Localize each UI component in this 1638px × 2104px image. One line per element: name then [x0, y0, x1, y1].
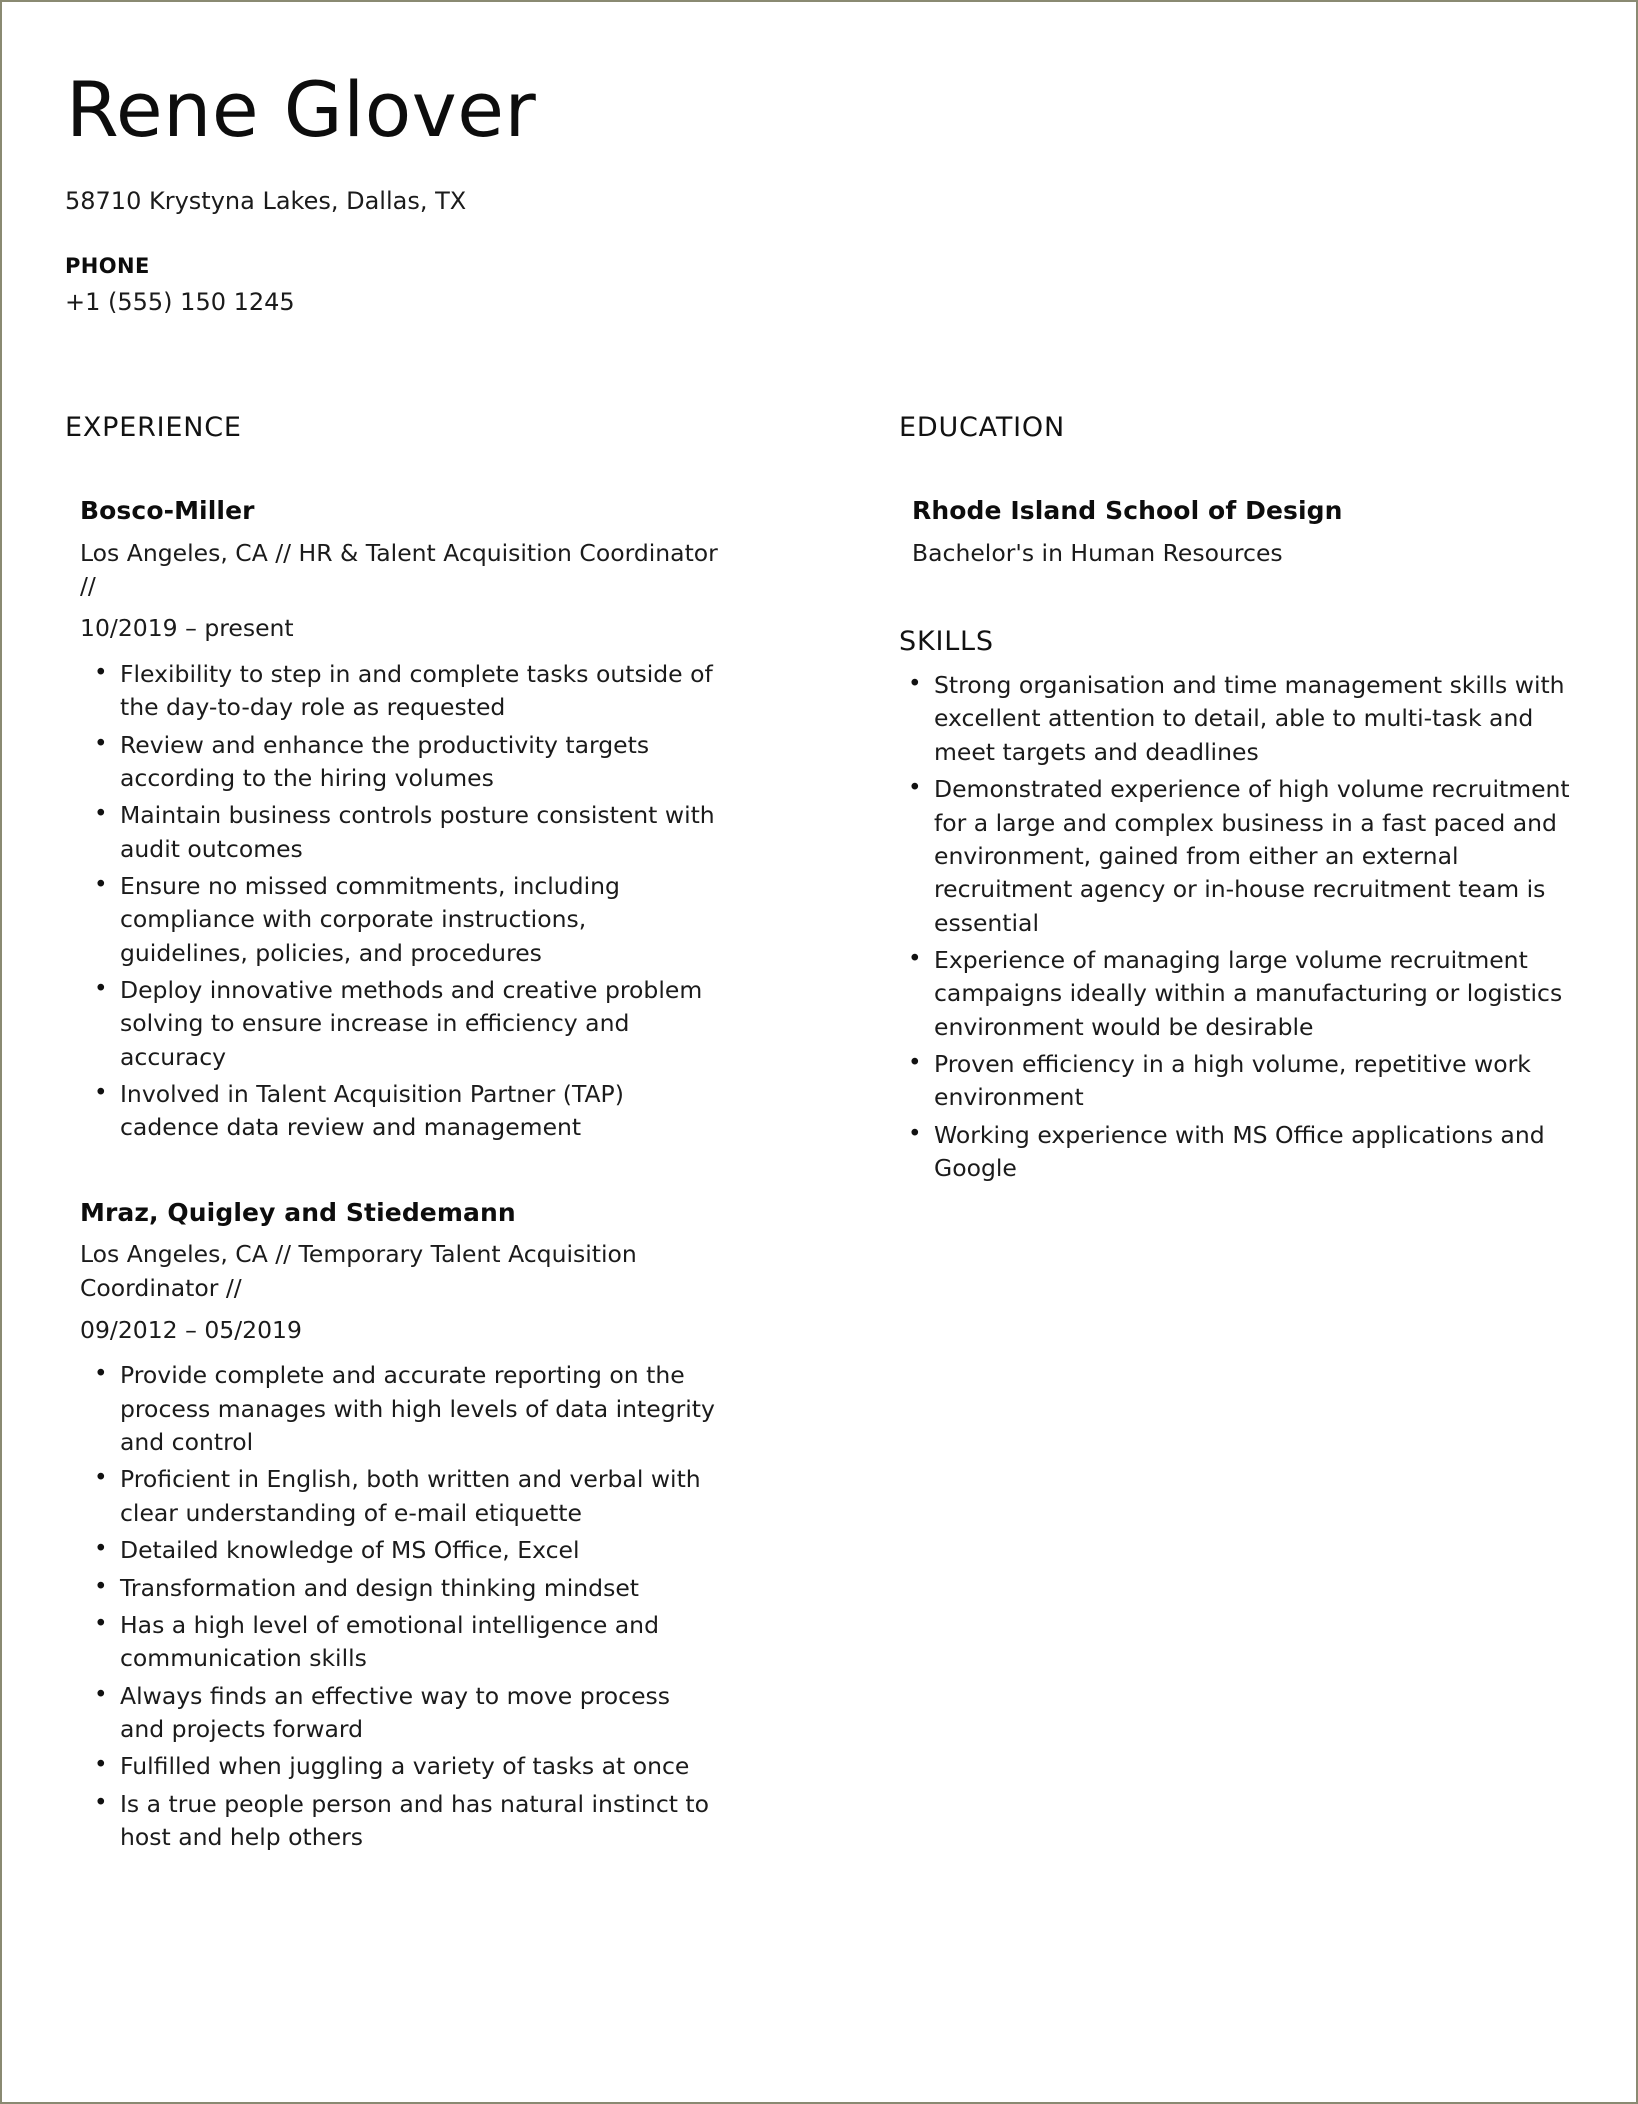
education-entry: [894, 495, 1580, 570]
list-item: • Flexibility to step in and complete tasks outside of the day-to-day role as requested: [80, 658, 720, 725]
list-item: • Proven efficiency in a high volume, repetitive work environment: [894, 1048, 1574, 1115]
list-item: • Working experience with MS Office applications and Google: [894, 1119, 1574, 1186]
list-item: • Provide complete and accurate reporting on the process manages with high levels of data integrity and control: [80, 1359, 720, 1459]
section-title-skills: SKILLS: [899, 626, 994, 658]
employment-dates: 09/2012 – 05/2019: [80, 1316, 302, 1345]
experience-column: [58, 412, 848, 1854]
phone-label: PHONE: [65, 253, 150, 278]
list-item: • Fulfilled when juggling a variety of tasks at once: [80, 1750, 720, 1783]
list-item: • Strong organisation and time management skills with excellent attention to detail, able to multi-task and meet targets and deadlines: [894, 669, 1574, 769]
experience-entry: [58, 495, 848, 1145]
employer-meta: Los Angeles, CA // HR & Talent Acquisition Coordinator //: [80, 538, 718, 601]
experience-bullets: [80, 1359, 848, 1854]
section-title-experience: EXPERIENCE: [65, 412, 242, 444]
list-item: • Is a true people person and has natural instinct to host and help others: [80, 1788, 720, 1855]
candidate-name: Rene Glover: [66, 65, 537, 154]
list-item: • Experience of managing large volume recruitment campaigns ideally within a manufacturing or logistics environment would be desirable: [894, 944, 1574, 1044]
list-item: • Detailed knowledge of MS Office, Excel: [80, 1534, 720, 1567]
employer-name: Bosco-Miller: [80, 496, 255, 526]
section-title-education: EDUCATION: [899, 412, 1065, 444]
list-item: • Has a high level of emotional intelligence and communication skills: [80, 1609, 720, 1676]
resume-body: [58, 412, 1580, 1854]
list-item: • Involved in Talent Acquisition Partner (TAP) cadence data review and management: [80, 1078, 720, 1145]
school-name: Rhode Island School of Design: [912, 496, 1343, 526]
employment-dates: 10/2019 – present: [80, 614, 294, 643]
list-item: • Proficient in English, both written and verbal with clear understanding of e-mail etiquette: [80, 1463, 720, 1530]
resume-header: [58, 60, 1580, 320]
employer-name: Mraz, Quigley and Stiedemann: [80, 1197, 516, 1227]
list-item: • Demonstrated experience of high volume recruitment for a large and complex business in a fast paced and environment, gained from either an external recruitment agency or in-house recruitment team is essential: [894, 773, 1574, 940]
list-item: • Deploy innovative methods and creative problem solving to ensure increase in efficiency and accuracy: [80, 974, 720, 1074]
employer-meta: Los Angeles, CA // Temporary Talent Acquisition Coordinator //: [80, 1240, 637, 1302]
degree-name: Bachelor's in Human Resources: [912, 538, 1283, 567]
experience-entry: [58, 1197, 848, 1855]
education-skills-column: [848, 412, 1580, 1185]
resume-content: [2, 2, 1636, 1854]
list-item: • Transformation and design thinking mindset: [80, 1572, 720, 1605]
candidate-address: 58710 Krystyna Lakes, Dallas, TX: [65, 186, 467, 215]
experience-bullets: [80, 658, 848, 1145]
list-item: • Review and enhance the productivity targets according to the hiring volumes: [80, 729, 720, 796]
list-item: • Maintain business controls posture consistent with audit outcomes: [80, 799, 720, 866]
list-item: • Ensure no missed commitments, including compliance with corporate instructions, guidelines, policies, and procedures: [80, 870, 720, 970]
skills-bullets: [894, 669, 1580, 1185]
skills-section: [894, 626, 1580, 1185]
list-item: • Always finds an effective way to move process and projects forward: [80, 1680, 720, 1747]
phone-value: +1 (555) 150 1245: [65, 288, 295, 317]
contact-block: [65, 251, 1580, 320]
